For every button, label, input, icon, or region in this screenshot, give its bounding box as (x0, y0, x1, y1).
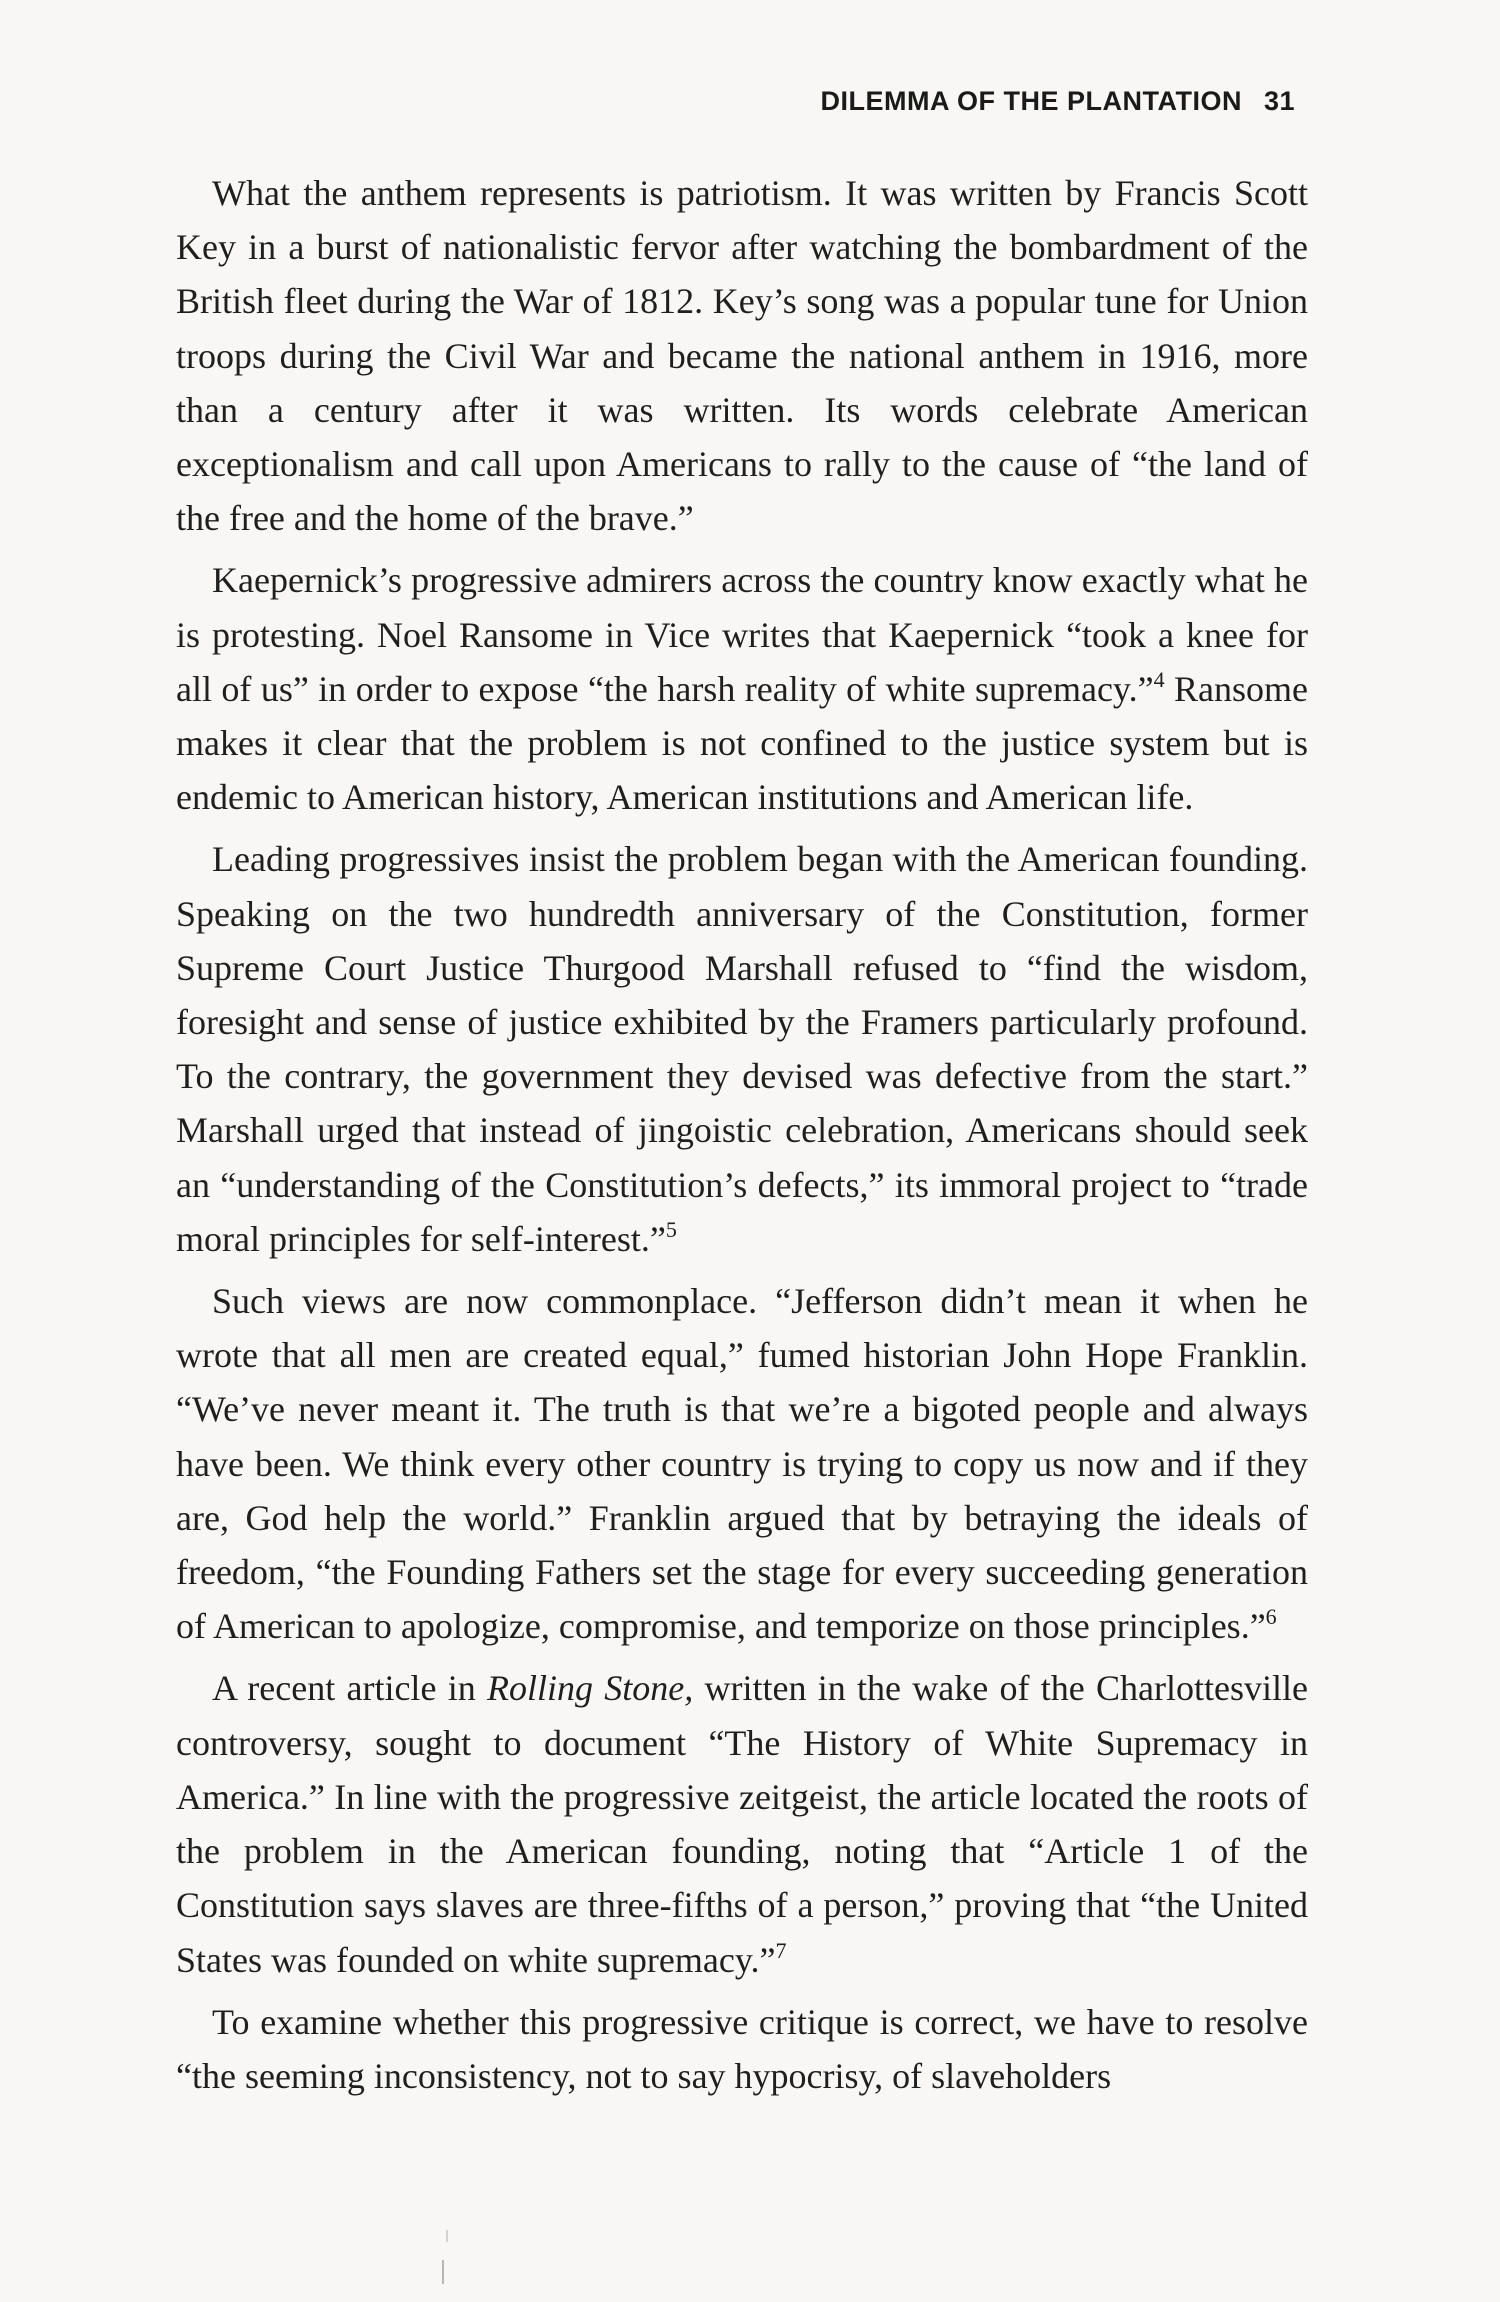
scan-mark (446, 2230, 448, 2242)
paragraph-6-text: To examine whether this progressive critique is correct, we have to resolve “the seeming inconsistency, not to say hypocrisy, of slaveholders (176, 2001, 1308, 2096)
paragraph-1-text: What the anthem represents is patriotism. It was written by Francis Scott Key in a burst of nationalistic fervor after watching the bombardment of the British fleet during the War of 1812. Key’s song was a popular tune for Union troops during the Civil War and became the national anthem in 1916, more than a century after it was written. Its words celebrate American exceptionalism and call upon Americans to rally to the cause of “the land of the free and the home of the brave.” (176, 173, 1308, 539)
paragraph-5-text: A recent article in (212, 1668, 487, 1709)
footnote-ref-7: 7 (775, 1937, 787, 1963)
body-text (176, 166, 1308, 2111)
footnote-ref-4: 4 (1153, 666, 1165, 692)
paragraph-5-text-cont: written in the wake of the Charlottesville controversy, sought to document “The History of White Supremacy in America.” In line with the progressive zeitgeist, the article located the roots of the problem in the American founding, noting that “Article 1 of the Constitution says slaves are three-fifths of a person,” proving that “the United States was founded on white supremacy.” (176, 1668, 1308, 1980)
scan-mark (442, 2260, 444, 2284)
paragraph-2-text-cont: Ransome makes it clear that the problem is not confined to the justice system but is endemic to American history, American institutions and American life. (176, 668, 1308, 818)
paragraph-2 (176, 553, 1308, 824)
paragraph-4-text: Such views are now commonplace. “Jefferson didn’t mean it when he wrote that all men are created equal,” fumed historian John Hope Franklin. “We’ve never meant it. The truth is that we’re a bigoted people and always have been. We think every other country is trying to copy us now and if they are, God help the world.” Franklin argued that by betraying the ideals of freedom, “the Founding Fathers set the stage for every succeeding generation of American to apologize, compromise, and temporize on those principles.” (176, 1281, 1308, 1647)
footnote-ref-5: 5 (665, 1216, 677, 1242)
paragraph-5 (176, 1661, 1308, 1986)
paragraph-4 (176, 1274, 1308, 1653)
paragraph-1 (176, 166, 1308, 545)
footnote-ref-6: 6 (1265, 1604, 1277, 1630)
paragraph-3 (176, 832, 1308, 1266)
paragraph-6 (176, 1995, 1308, 2103)
publication-title: Rolling Stone, (486, 1668, 694, 1709)
running-head (820, 86, 1295, 117)
paragraph-3-text: Leading progressives insist the problem began with the American founding. Speaking on the two hundredth anniversary of the Constitution, former Supreme Court Justice Thurgood Marshall refused to “find the wisdom, foresight and sense of justice exhibited by the Framers particularly profound. To the contrary, the government they devised was defective from the start.” Marshall urged that instead of jingoistic celebration, Americans should seek an “understanding of the Constitution’s defects,” its immoral project to “trade moral principles for self-interest.” (176, 839, 1308, 1259)
paragraph-2-text: Kaepernick’s progressive admirers across the country know exactly what he is protesting. Noel Ransome in Vice writes that Kaepernick “took a knee for all of us” in order to expose “the harsh reality of white supremacy.” (176, 560, 1308, 709)
running-title: DILEMMA OF THE PLANTATION (820, 86, 1242, 116)
page-number: 31 (1263, 86, 1295, 116)
